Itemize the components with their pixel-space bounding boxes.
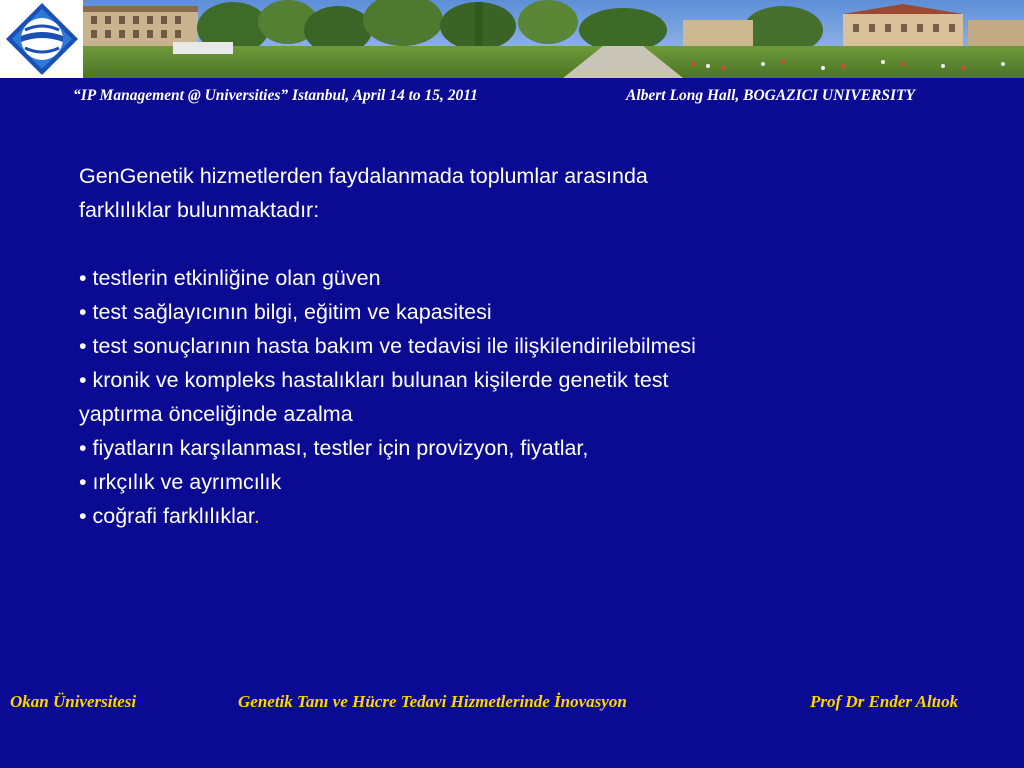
university-globe-logo-icon [3, 0, 81, 78]
bullet-item-last [79, 499, 979, 533]
footer-author: Prof Dr Ender Altıok [810, 692, 959, 711]
footer-institution: Okan Üniversitesi [10, 692, 137, 711]
event-header [0, 87, 1024, 107]
intro-line-2: farklılıklar bulunmaktadır: [79, 198, 320, 222]
trailing-period: . [253, 504, 260, 528]
slide-body [79, 159, 979, 533]
slide-footer [0, 692, 1024, 714]
event-venue: Albert Long Hall, BOGAZICI UNIVERSITY [626, 87, 915, 104]
bullet-text: • coğrafi farklılıklar [79, 504, 254, 528]
bullet-item: • testlerin etkinliğine olan güven [79, 266, 381, 290]
bullet-continuation: yaptırma önceliğinde azalma [79, 402, 353, 426]
top-banner [0, 0, 1024, 78]
university-logo [0, 0, 83, 78]
intro-line-1: GenGenetik hizmetlerden faydalanmada toplumlar arasında [79, 164, 648, 188]
campus-photo [83, 0, 1024, 78]
bullet-item: • test sonuçlarının hasta bakım ve tedavisi ile ilişkilendirilebilmesi [79, 334, 696, 358]
bullet-item: • kronik ve kompleks hastalıkları bulunan kişilerde genetik test [79, 368, 669, 392]
bullet-item: • test sağlayıcının bilgi, eğitim ve kapasitesi [79, 300, 492, 324]
spacer [79, 227, 979, 261]
bullet-item: • fiyatların karşılanması, testler için provizyon, fiyatlar, [79, 436, 589, 460]
event-title: “IP Management @ Universities” Istanbul, April 14 to 15, 2011 [73, 87, 478, 104]
footer-topic: Genetik Tanı ve Hücre Tedavi Hizmetlerinde İnovasyon [238, 692, 627, 711]
bullet-item: • ırkçılık ve ayrımcılık [79, 470, 282, 494]
